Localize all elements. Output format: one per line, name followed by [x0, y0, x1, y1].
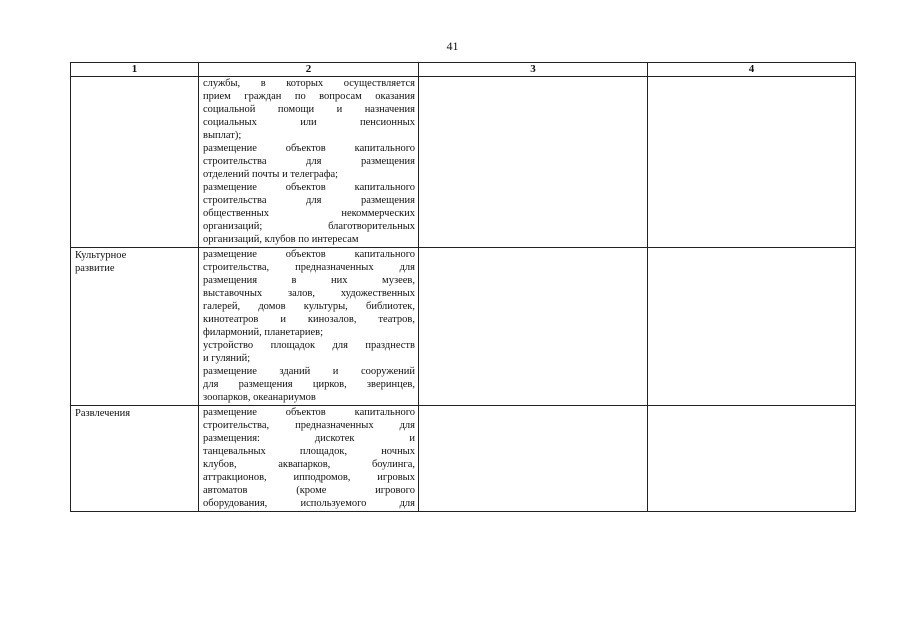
description-word: выставочных: [203, 288, 263, 299]
table-row: [71, 77, 856, 248]
description-word: оборудования,: [203, 498, 268, 509]
description-word: филармоний, планетариев;: [203, 327, 323, 338]
description-word: (кроме: [296, 485, 327, 496]
description-word: или: [300, 117, 317, 128]
use-description-cell: [199, 248, 419, 406]
description-line: [203, 471, 415, 484]
description-word: для: [306, 195, 322, 206]
description-word: для: [306, 156, 322, 167]
description-word: театров,: [378, 314, 415, 325]
description-word: сооружений: [360, 366, 415, 377]
use-type-name-line: Культурное: [75, 250, 127, 261]
description-line: [203, 274, 415, 287]
description-word: кинотеатров: [203, 314, 259, 325]
use-type-name-line: развитие: [75, 263, 115, 274]
description-word: используемого: [300, 498, 367, 509]
description-line: [203, 220, 415, 233]
description-word: игрового: [375, 485, 415, 496]
description-word: строительства,: [203, 262, 270, 273]
description-word: размещения:: [203, 433, 260, 444]
description-line: [203, 432, 415, 445]
description-word: капитального: [354, 143, 415, 154]
header-col-3: 3: [419, 63, 648, 77]
parameters-cell: [419, 77, 648, 248]
description-word: объектов: [285, 249, 326, 260]
description-word: площадок: [270, 340, 316, 351]
description-word: танцевальных: [203, 446, 266, 457]
description-word: некоммерческих: [341, 208, 415, 219]
description-word: строительства: [203, 195, 267, 206]
description-word: празднеств: [365, 340, 415, 351]
description-word: вопросам: [319, 91, 362, 102]
description-line: [203, 129, 415, 142]
description-word: автоматов: [203, 485, 248, 496]
description-word: предназначенных: [295, 262, 374, 273]
description-word: объектов: [285, 182, 326, 193]
description-line: [203, 339, 415, 352]
use-type-cell: [71, 406, 199, 512]
description-word: клубов,: [203, 459, 237, 470]
table-header-row: [71, 63, 856, 77]
description-word: пенсионных: [360, 117, 415, 128]
use-type-name-line: Развлечения: [75, 408, 131, 419]
parameters-cell: [419, 248, 648, 406]
description-line: [203, 497, 415, 510]
description-line: [203, 378, 415, 391]
use-type-cell: [71, 248, 199, 406]
description-word: размещения: [238, 379, 293, 390]
description-word: кинозалов,: [307, 314, 357, 325]
description-word: организаций, клубов по интересам: [203, 234, 359, 245]
parameters-cell: [419, 406, 648, 512]
description-word: и: [332, 366, 339, 377]
description-word: домов: [258, 301, 286, 312]
description-line: [203, 181, 415, 194]
description-line: [203, 313, 415, 326]
description-line: [203, 207, 415, 220]
description-line: [203, 168, 415, 181]
description-word: размещение: [203, 182, 257, 193]
description-word: социальной: [203, 104, 256, 115]
description-word: отделений почты и телеграфа;: [203, 169, 339, 180]
description-word: для: [399, 498, 415, 509]
description-word: назначения: [364, 104, 415, 115]
description-word: строительства: [203, 156, 267, 167]
header-col-2: 2: [199, 63, 419, 77]
use-type-cell: [71, 77, 199, 248]
description-word: размещения: [360, 156, 415, 167]
description-line: [203, 406, 415, 419]
description-word: них: [331, 275, 348, 286]
land-use-table: [70, 62, 856, 512]
notes-cell: [648, 248, 856, 406]
description-word: размещение: [203, 366, 257, 377]
description-word: и: [336, 104, 343, 115]
description-line: [203, 326, 415, 339]
description-line: [203, 300, 415, 313]
description-word: библиотек,: [365, 301, 415, 312]
description-line: [203, 261, 415, 274]
description-word: объектов: [285, 143, 326, 154]
description-word: размещение: [203, 407, 257, 418]
description-word: граждан: [244, 91, 282, 102]
description-word: ипподромов,: [293, 472, 351, 483]
description-line: [203, 116, 415, 129]
header-col-4: 4: [648, 63, 856, 77]
description-line: [203, 103, 415, 116]
description-word: капитального: [354, 249, 415, 260]
description-line: [203, 248, 415, 261]
description-line: [203, 419, 415, 432]
description-line: [203, 90, 415, 103]
description-line: [203, 233, 415, 246]
description-word: художественных: [340, 288, 415, 299]
description-line: [203, 194, 415, 207]
page-number: 41: [446, 39, 459, 53]
description-word: для: [399, 262, 415, 273]
description-word: и: [280, 314, 286, 325]
notes-cell: [648, 77, 856, 248]
description-word: игровых: [377, 472, 415, 483]
table-row: [71, 406, 856, 512]
description-line: [203, 391, 415, 404]
description-word: музеев,: [382, 275, 415, 286]
description-word: в: [291, 275, 297, 286]
description-word: капитального: [354, 407, 415, 418]
description-word: оказания: [375, 91, 415, 102]
description-word: осуществляется: [343, 78, 415, 89]
description-word: цирков,: [312, 379, 347, 390]
description-line: [203, 445, 415, 458]
description-line: [203, 458, 415, 471]
description-word: в: [260, 78, 266, 89]
description-word: дискотек: [314, 433, 355, 444]
description-word: помощи: [277, 104, 315, 115]
description-word: аттракционов,: [203, 472, 267, 483]
description-word: прием: [203, 91, 231, 102]
description-word: общественных: [203, 208, 269, 219]
description-line: [203, 155, 415, 168]
description-word: зверинцев,: [366, 379, 415, 390]
description-line: [203, 484, 415, 497]
table-row: [71, 248, 856, 406]
description-word: для: [332, 340, 348, 351]
description-word: культуры,: [303, 301, 348, 312]
description-word: галерей,: [203, 301, 241, 312]
notes-cell: [648, 406, 856, 512]
description-word: объектов: [285, 407, 326, 418]
description-word: благотворительных: [328, 221, 415, 232]
description-word: выплат);: [203, 130, 242, 141]
description-word: размещение: [203, 249, 257, 260]
description-word: боулинга,: [371, 459, 415, 470]
description-word: службы,: [203, 78, 241, 89]
header-col-1: 1: [71, 63, 199, 77]
description-word: для: [399, 420, 415, 431]
description-word: и: [409, 433, 415, 444]
description-word: организаций;: [203, 221, 263, 232]
description-word: размещение: [203, 143, 257, 154]
description-word: строительства,: [203, 420, 270, 431]
description-line: [203, 287, 415, 300]
description-word: размещения: [360, 195, 415, 206]
description-word: залов,: [287, 288, 315, 299]
description-word: которых: [286, 78, 324, 89]
description-word: для: [203, 379, 219, 390]
use-description-cell: [199, 406, 419, 512]
description-word: и гуляний;: [203, 353, 251, 364]
description-word: зданий: [279, 366, 311, 377]
description-line: [203, 352, 415, 365]
description-word: размещения: [203, 275, 258, 286]
use-description-cell: [199, 77, 419, 248]
description-word: капитального: [354, 182, 415, 193]
description-line: [203, 77, 415, 90]
description-word: зоопарков, океанариумов: [203, 392, 316, 403]
description-word: аквапарков,: [278, 459, 331, 470]
description-word: социальных: [203, 117, 257, 128]
description-line: [203, 142, 415, 155]
description-line: [203, 365, 415, 378]
description-word: по: [294, 91, 306, 102]
description-word: ночных: [381, 446, 415, 457]
description-word: устройство: [203, 340, 254, 351]
description-word: предназначенных: [295, 420, 374, 431]
description-word: площадок,: [299, 446, 348, 457]
